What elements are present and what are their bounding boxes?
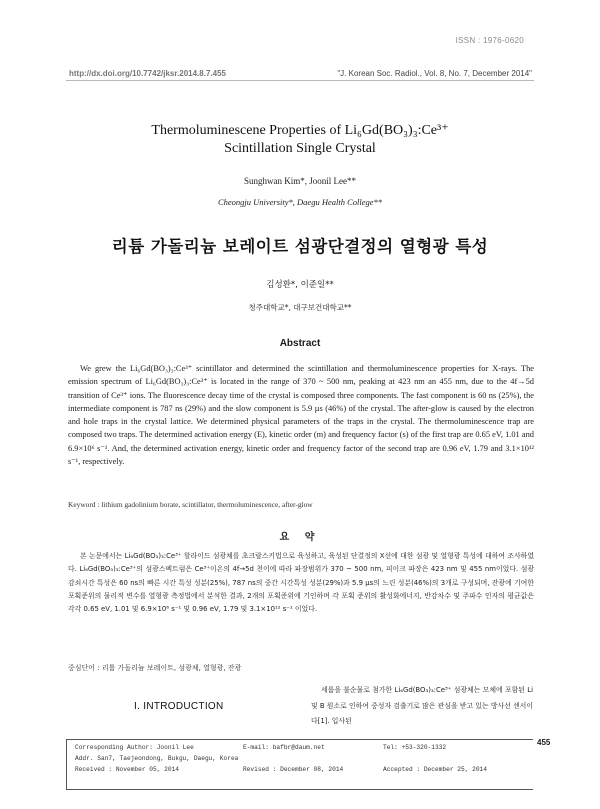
summary-heading: 요 약 xyxy=(279,532,321,543)
issn-label: ISSN : 1976-0620 xyxy=(455,36,524,45)
introduction-text: 세륨을 불순물로 첨가한 Li₆Gd(BO₃)₃:Ce³⁺ 섬광체는 모체에 포함된 Li 및 B 원소로 인하여 중성자 검출기로 많은 관심을 받고 있는 방사선 센서이다[1]. 입사된 xyxy=(311,686,533,725)
authors-ko: 김성환*, 이준일** xyxy=(266,280,334,290)
authors-en: Sunghwan Kim*, Joonil Lee** xyxy=(244,176,356,186)
keywords-en: Keyword : lithium gadolinium borate, scintillator, thermoluminescence, after-glow xyxy=(68,500,313,509)
summary-text: 본 논문에서는 Li₆Gd(BO₃)₃:Ce³⁺ 할라이드 섬광체를 초크랄스키법으로 육성하고, 육성된 단결정의 X선에 대한 섬광 및 열형광 특성에 대하여 조사하였다. Li₆Gd(BO₃)₃:Ce³⁺의 섬광스펙트럼은 Ce³⁺이온의 4f→5d 천이에 따라 파장범위가 370 ~ 500 nm, 피이크 파장은 423 nm 및 455 nm이었다. 섬광감쇠시간 특성은 60 ns의 빠른 시간 특성 성분(25%), 787 ns의 중간 시간특성 성분(29%)과 5.9 µs의 느린 성분(46%)의 3개로 구성되며, 잔광에 기여한 포획준위의 물리적 변수를 열형광 측정법에서 분석한 결과, 2개의 포획준위에 기인하며 각 포획 준위의 활성화에너지, 반감차수 및 주파수 인자의 평균값은 각각 0.65 eV, 1.01 및 6.9×10⁶ s⁻¹ 및 0.96 eV, 1.79 및 3.1×10¹² s⁻¹ 이었다. xyxy=(68,552,534,614)
abstract-heading: Abstract xyxy=(279,338,321,349)
page-number: 455 xyxy=(537,738,551,747)
english-title-line-2: Scintillation Single Crystal xyxy=(224,141,376,156)
abstract-text: We grew the Li₆Gd(BO₃)₃:Ce³⁺ scintillator and determined the scintillation and thermoluminescence properties for X-rays. The emission spectrum of Li₆Gd(BO₃)₃:Ce³⁺ is located in the range of 370 ~ 500 nm, peaking at 423 nm an 455 nm, due to the 4f→5d transition of Ce³⁺ ions. The fluorescence decay time of the crystal is composed three components. The fast component is 60 ns (25%), the intermediate component is 787 ns (29%) and the slow component is 5.9 µs (46%) of the crystal. The after-glow is caused by the electron and hole traps in the crystal lattice. We determined physical parameters of the traps in the crystal. The thermoluminescence trap are composed two traps. The determined activation energy (E), kinetic order (m) and frequency factor (s) of the first trap are 0.65 eV, 1.01 and 6.9×10⁶ s⁻¹. And, the determined activation energy, kinetic order and frequency factor of the second trap are 0.96 eV, 1.79 and 3.1×10¹² s⁻¹, respectively. xyxy=(68,364,534,467)
footer-info-box xyxy=(66,739,533,790)
doi-link[interactable]: http://dx.doi.org/10.7742/jksr.2014.8.7.455 xyxy=(69,69,226,78)
affiliations-en: Cheongju University*, Daegu Health College** xyxy=(217,197,383,207)
journal-citation: "J. Korean Soc. Radiol., Vol. 8, No. 7, December 2014" xyxy=(337,69,532,78)
received-date: Received : November 05, 2014 xyxy=(75,766,179,773)
keywords-ko: 중심단어 : 리튬 가돌리늄 보레이트, 섬광체, 열형광, 잔광 xyxy=(68,664,242,672)
author-email[interactable]: E-mail: bafbr@daum.net xyxy=(243,744,325,751)
affiliations-ko: 청주대학교*, 대구보건대학교** xyxy=(248,303,352,312)
english-title-line-1: Thermoluminescene Properties of Li₆Gd(BO₃)₃:Ce³⁺ xyxy=(151,123,449,138)
corresponding-author: Corresponding Author: Joonil Lee xyxy=(75,744,194,751)
author-address: Addr. San7, Taejeondong, Bukgu, Daegu, Korea xyxy=(75,755,239,762)
header-divider xyxy=(66,80,534,81)
author-tel: Tel: +53-320-1332 xyxy=(383,744,447,751)
accepted-date: Accepted : December 25, 2014 xyxy=(383,766,487,773)
section-heading-introduction: I. INTRODUCTION xyxy=(134,701,224,712)
revised-date: Revised : December 08, 2014 xyxy=(243,766,344,773)
english-title xyxy=(0,122,600,158)
korean-title: 리튬 가돌리늄 보레이트 섬광단결정의 열형광 특성 xyxy=(111,237,489,256)
